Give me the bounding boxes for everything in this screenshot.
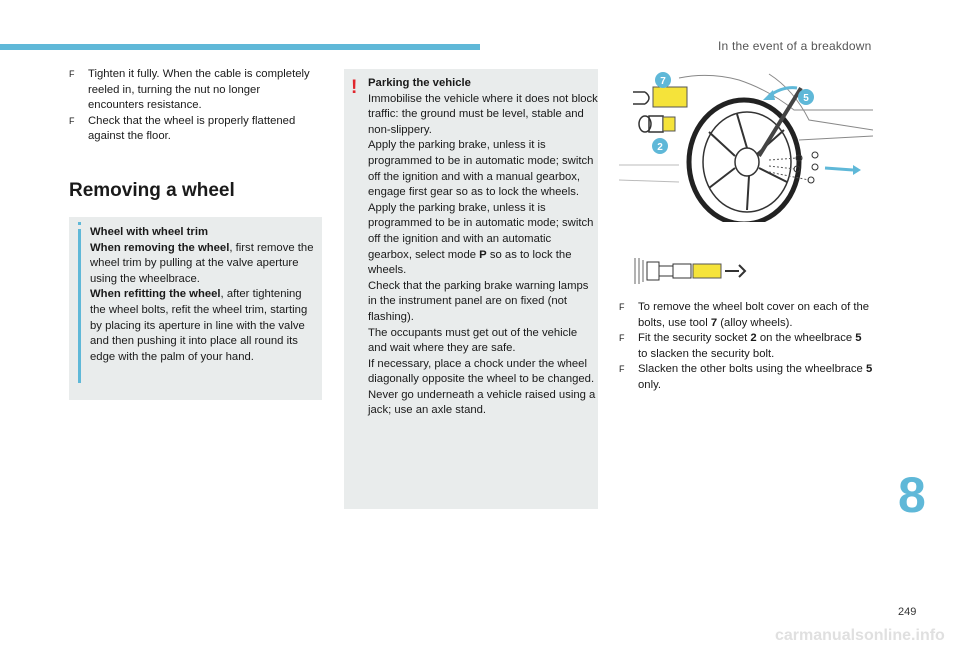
info-box bbox=[69, 217, 322, 400]
bullet-marker: F bbox=[69, 115, 75, 126]
list-item: F Tighten it fully. When the cable is completely reeled in, turning the nut no longer encounters resistance. bbox=[69, 68, 310, 112]
callout-2-label: 2 bbox=[657, 142, 663, 153]
intro-bullets bbox=[69, 67, 319, 145]
warning-paragraph: If necessary, place a chock under the wheel diagonally opposite the wheel to be changed. bbox=[368, 357, 595, 386]
page-number: 249 bbox=[898, 606, 917, 618]
info-title: Wheel with wheel trim bbox=[90, 226, 209, 238]
section-heading: Removing a wheel bbox=[69, 180, 235, 201]
bullet-marker: F bbox=[619, 333, 625, 344]
info-bar bbox=[78, 229, 81, 383]
header-accent-bar bbox=[0, 44, 480, 50]
callout-7-label: 7 bbox=[660, 76, 666, 87]
procedure-bullets bbox=[619, 300, 874, 394]
warning-icon: ! bbox=[351, 77, 358, 98]
list-item: F Fit the security socket 2 on the wheelbrace 5 to slacken the security bolt. bbox=[619, 332, 862, 360]
removing-paragraph: When removing the wheel, first remove the wheel trim by pulling at the valve aperture using the wheelbrace. bbox=[90, 241, 314, 285]
warning-paragraph: Check that the parking brake warning lamps in the instrument panel are on fixed (not flashing). bbox=[368, 279, 589, 323]
warning-box bbox=[344, 69, 598, 509]
footer-watermark: carmanualsonline.info bbox=[775, 627, 945, 644]
chapter-number: 8 bbox=[898, 467, 926, 523]
warning-paragraph: Apply the parking brake, unless it is programmed to be in automatic mode; switch off the ignition and with an automatic gearbox, select mode P so as to lock the wheels. bbox=[368, 201, 594, 277]
bullet-marker: F bbox=[69, 69, 75, 79]
wheel-removal-illustration bbox=[619, 70, 873, 222]
warning-paragraph: The occupants must get out of the vehicle and wait where they are safe. bbox=[368, 326, 578, 355]
info-icon bbox=[78, 222, 81, 225]
info-text bbox=[90, 225, 320, 365]
warning-title: Parking the vehicle bbox=[368, 77, 471, 89]
section-title: In the event of a breakdown bbox=[718, 39, 872, 53]
list-item: F Check that the wheel is properly flattened against the floor. bbox=[69, 114, 296, 143]
warning-paragraph: Apply the parking brake, unless it is programmed to be in automatic mode; switch off the ignition and with a manual gearbox, engage first gear so as to lock the wheels. bbox=[368, 139, 594, 199]
warning-text bbox=[368, 76, 598, 419]
callout-5-label: 5 bbox=[803, 93, 809, 104]
bullet-marker: F bbox=[619, 364, 625, 375]
refitting-paragraph: When refitting the wheel, after tightening the wheel bolts, refit the wheel trim, starting by placing its aperture in line with the valve and then pushing it into place all round its edge with the palm of your hand. bbox=[90, 288, 308, 363]
bolt-cover-tool-illustration bbox=[633, 254, 748, 288]
warning-paragraph: Never go underneath a vehicle raised using a jack; use an axle stand. bbox=[368, 388, 596, 417]
bullet-marker: F bbox=[619, 302, 625, 312]
list-item: F To remove the wheel bolt cover on each of the bolts, use tool 7 (alloy wheels). bbox=[619, 301, 870, 329]
list-item: F Slacken the other bolts using the wheelbrace 5 only. bbox=[619, 363, 873, 391]
warning-paragraph: Immobilise the vehicle where it does not block traffic: the ground must be level, stable and non-slippery. bbox=[368, 92, 598, 136]
